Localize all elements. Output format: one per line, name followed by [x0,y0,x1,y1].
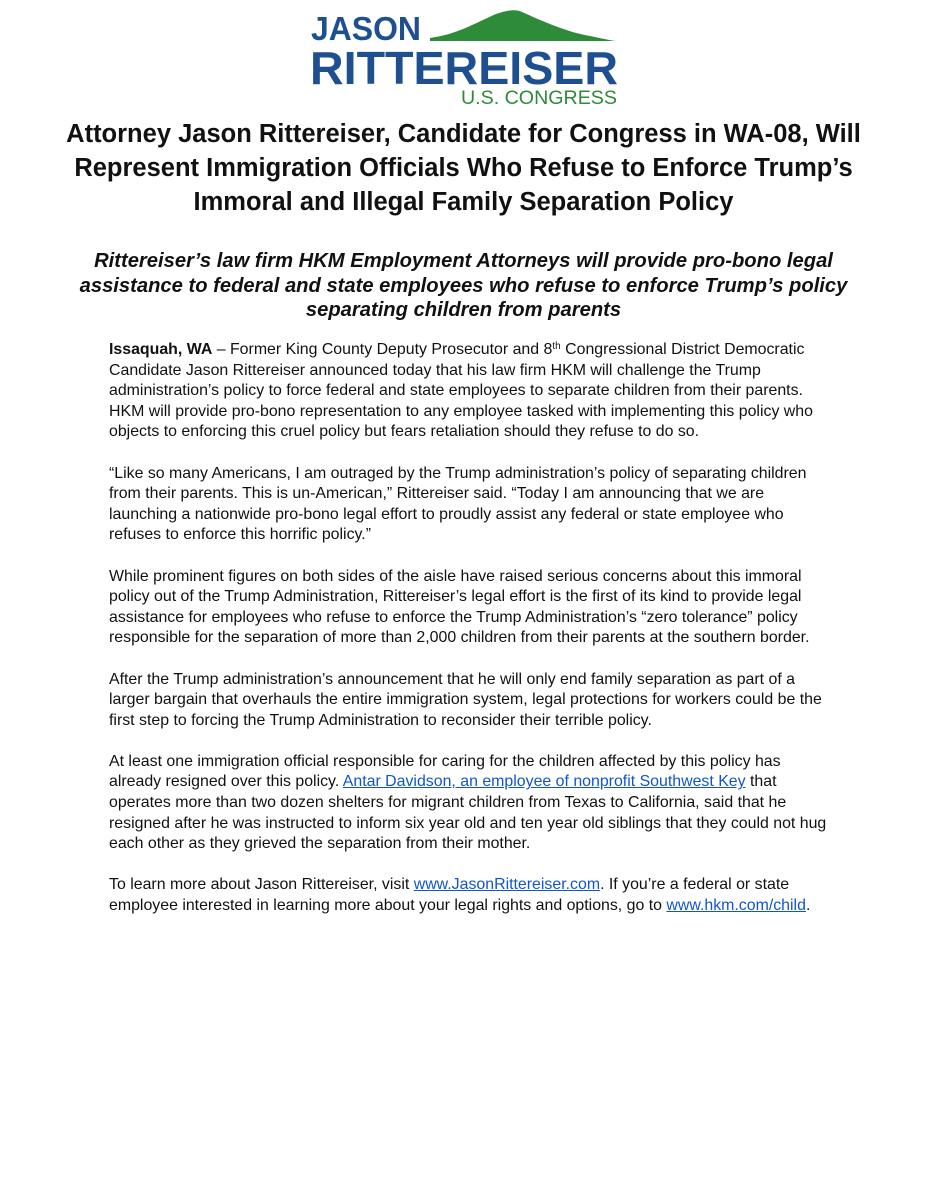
antar-davidson-link[interactable]: Antar Davidson, an employee of nonprofit Southwest Key [342,773,746,791]
paragraph-context: While prominent figures on both sides of the aisle have raised serious concerns about this immoral policy out of the Trump Administration, Rittereiser’s legal effort is the first of its kind to provide legal assistance for employees who refuse to enforce the Trump Administration’s “zero tolerance” policy responsible for the separation of more than 2,000 children from their parents at the southern border. [109,567,810,647]
headline: Attorney Jason Rittereiser, Candidate for Congress in WA-08, Will Represent Immigration Officials Who Refuse to Enforce Trump’s Immoral and Illegal Family Separation Policy [66,120,861,216]
paragraph-learn-more: To learn more about Jason Rittereiser, visit www.JasonRittereiser.com. If you’re a federal or state employee interested in learning more about your legal rights and options, go to www.hkm.com/child. [109,876,811,915]
logo-first-name: JASON [311,10,421,47]
dateline: Issaquah, WA [109,341,213,358]
article-body [109,340,829,937]
logo-tagline: U.S. CONGRESS [461,88,617,106]
paragraph-intro: Issaquah, WA – Former King County Deputy Prosecutor and 8th Congressional District Democratic Candidate Jason Rittereiser announced today that his law firm HKM will challenge the Trump administration’s policy to force federal and state employees to separate children from their parents. HKM will provide pro-bono representation to any employee tasked with implementing this policy who objects to enforcing this cruel policy but fears retaliation should they refuse to do so. [109,340,813,441]
logo-last-name: RITTEREISER [310,42,618,94]
paragraph-quote: “Like so many Americans, I am outraged by the Trump administration’s policy of separating children from their parents. This is un-American,” Rittereiser said. “Today I am announcing that we are launching a nationwide pro-bono legal effort to proudly assist any federal or state employee who refuses to enforce this horrific policy.” [109,464,807,544]
mountain-icon [430,10,616,41]
campaign-website-link[interactable]: www.JasonRittereiser.com [413,876,601,894]
paragraph-announcement: After the Trump administration’s announcement that he will only end family separation as part of a larger bargain that overhauls the entire immigration system, legal protections for workers could be the first step to forcing the Trump Administration to reconsider their terrible policy. [109,670,822,729]
hkm-child-link[interactable]: www.hkm.com/child [666,897,806,915]
subheadline: Rittereiser’s law firm HKM Employment Attorneys will provide pro-bono legal assistance to federal and state employees who refuse to enforce Trump’s policy separating children from parents [79,250,848,321]
campaign-logo [308,8,620,106]
campaign-logo-graphic [308,8,620,106]
paragraph-resignation: At least one immigration official responsible for caring for the children affected by this policy has already resigned over this policy. Antar Davidson, an employee of nonprofit Southwest Key that operates more than two dozen shelters for migrant children from Texas to California, said that he resigned after he was instructed to inform six year old and ten year old siblings that they could not hug each other as they grieved the separation from their mother. [109,752,827,853]
